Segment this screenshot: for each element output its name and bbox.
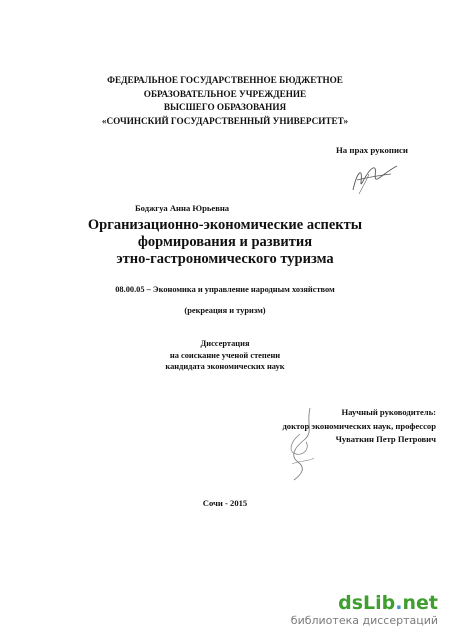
city-year: Сочи - 2015 xyxy=(202,498,248,508)
author-name: Боджгуа Анна Юрьевна xyxy=(135,203,230,213)
advisor-signature-icon xyxy=(280,404,330,484)
dslib-logo[interactable] xyxy=(291,593,438,613)
logo-tld: net xyxy=(402,592,438,614)
organization-line: ФЕДЕРАЛЬНОЕ ГОСУДАРСТВЕННОЕ БЮДЖЕТНОЕ xyxy=(107,75,343,85)
organization-header xyxy=(0,74,450,128)
advisor-line: Чуваткин Петр Петрович xyxy=(335,434,436,444)
degree-statement xyxy=(0,338,450,373)
degree-line: Диссертация xyxy=(200,339,250,348)
dissertation-title xyxy=(0,217,450,268)
logo-main: dsLib xyxy=(338,592,396,614)
title-line: Организационно-экономические аспекты xyxy=(87,217,363,233)
specialty-subfield: (рекреация и туризм) xyxy=(184,306,266,315)
advisor-line: Научный руководитель: xyxy=(341,407,436,417)
organization-line: ВЫСШЕГО ОБРАЗОВАНИЯ xyxy=(163,102,287,112)
title-line: формирования и развития xyxy=(137,234,313,250)
logo-dot: . xyxy=(395,592,403,614)
title-line: этно-гастрономического туризма xyxy=(116,251,334,267)
organization-line: «СОЧИНСКИЙ ГОСУДАРСТВЕННЫЙ УНИВЕРСИТЕТ» xyxy=(101,115,349,126)
author-signature-icon xyxy=(345,160,405,198)
degree-line: на соискание ученой степени xyxy=(169,350,281,360)
advisor-line: доктор экономических наук, профессор xyxy=(282,420,436,431)
organization-line: ОБРАЗОВАТЕЛЬНОЕ УЧРЕЖДЕНИЕ xyxy=(143,88,307,99)
rights-note: На прах рукописи xyxy=(335,145,408,155)
degree-line: кандидата экономических наук xyxy=(165,362,285,371)
dslib-watermark[interactable] xyxy=(291,593,438,627)
specialty-code: 08.00.05 – Экономика и управление народным хозяйством xyxy=(115,285,335,294)
dslib-subtitle: библиотека диссертаций xyxy=(290,614,438,627)
